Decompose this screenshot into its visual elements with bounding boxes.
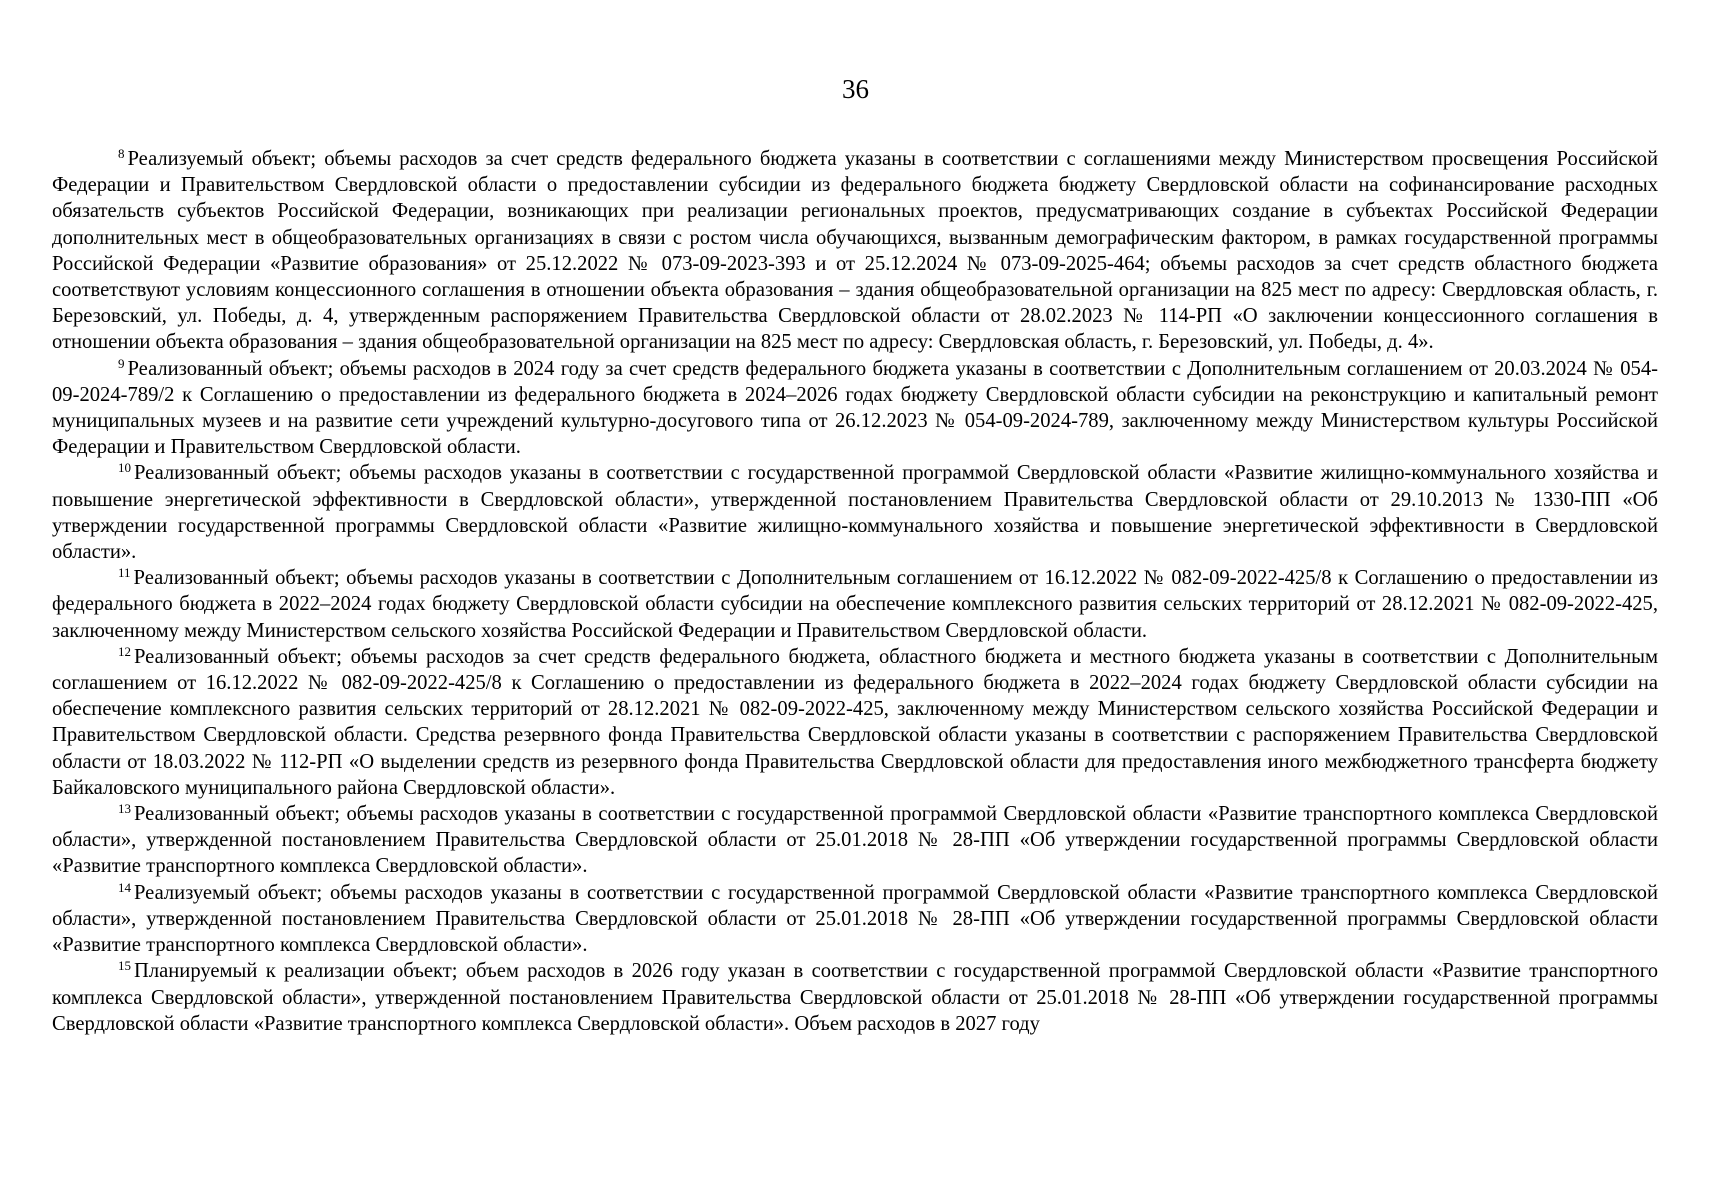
footnote-14 — [52, 880, 1658, 959]
footnote-9 — [52, 356, 1658, 461]
footnote-text: Реализуемый объект; объемы расходов за счет средств федерального бюджета указаны в соответствии с соглашениями между Министерством просвещения Российской Федерации и Правительством Свердловской области о предоставлении субсидии из федерального бюджета бюджету Свердловской области на софинансирование расходных обязательств субъектов Российской Федерации, возникающих при реализации региональных проектов, предусматривающих создание в субъектах Российской Федерации дополнительных мест в общеобразовательных организациях в связи с ростом числа обучающихся, вызванным демографическим фактором, в рамках государственной программы Российской Федерации «Развитие образования» от 25.12.2022 № 073-09-2023-393 и от 25.12.2024 № 073-09-2025-464; объемы расходов за счет средств областного бюджета соответствуют условиям концессионного соглашения в отношении объекта образования – здания общеобразовательной организации на 825 мест по адресу: Свердловская область, г. Березовский, ул. Победы, д. 4, утвержденным распоряжением Правительства Свердловской области от 28.02.2023 № 114-РП «О заключении концессионного соглашения в отношении объекта образования – здания общеобразовательной организации на 825 мест по адресу: Свердловская область, г. Березовский, ул. Победы, д. 4». — [52, 148, 1658, 354]
footnote-text: Реализованный объект; объемы расходов в 2024 году за счет средств федерального бюджета указаны в соответствии с Дополнительным соглашением от 20.03.2024 № 054-09-2024-789/2 к Соглашению о предоставлении из федерального бюджета в 2024–2026 годах бюджету Свердловской области субсидии на реконструкцию и капитальный ремонт муниципальных музеев и на развитие сети учреждений культурно-досугового типа от 26.12.2023 № 054-09-2024-789, заключенному между Министерством культуры Российской Федерации и Правительством Свердловской области. — [52, 357, 1658, 459]
footnote-mark: 13 — [118, 801, 131, 817]
footnote-text: Реализуемый объект; объемы расходов указаны в соответствии с государственной программой Свердловской области «Развитие транспортного комплекса Свердловской области», утвержденной постановлением Правительства Свердловской области от 25.01.2018 № 28-ПП «Об утверждении государственной программы Свердловской области «Развитие транспортного комплекса Свердловской области». — [52, 881, 1658, 957]
footnotes-block — [52, 146, 1658, 1037]
footnote-15 — [52, 958, 1658, 1037]
footnote-text: Реализованный объект; объемы расходов указаны в соответствии с государственной программой Свердловской области «Развитие жилищно-коммунального хозяйства и повышение энергетической эффективности в Свердловской области», утвержденной постановлением Правительства Свердловской области от 29.10.2013 № 1330-ПП «Об утверждении государственной программы Свердловской области «Развитие жилищно-коммунального хозяйства и повышение энергетической эффективности в Свердловской области». — [52, 462, 1658, 564]
footnote-text: Реализованный объект; объемы расходов за счет средств федерального бюджета, областного бюджета и местного бюджета указаны в соответствии с Дополнительным соглашением от 16.12.2022 № 082-09-2022-425/8 к Соглашению о предоставлении из федерального бюджета в 2022–2024 годах бюджету Свердловской области субсидии на обеспечение комплексного развития сельских территорий от 28.12.2021 № 082-09-2022-425, заключенному между Министерством сельского хозяйства Российской Федерации и Правительством Свердловской области. Средства резервного фонда Правительства Свердловской области указаны в соответствии с распоряжением Правительства Свердловской области от 18.03.2022 № 112-РП «О выделении средств из резервного фонда Правительства Свердловской области для предоставления иного межбюджетного трансферта бюджету Байкаловского муниципального района Свердловской области». — [52, 645, 1658, 799]
footnote-10 — [52, 460, 1658, 565]
footnote-mark: 8 — [118, 146, 125, 161]
footnote-mark: 11 — [118, 565, 131, 581]
footnote-text: Планируемый к реализации объект; объем расходов в 2026 году указан в соответствии с государственной программой Свердловской области «Развитие транспортного комплекса Свердловской области», утвержденной постановлением Правительства Свердловской области от 25.01.2018 № 28-ПП «Об утверждении государственной программы Свердловской области «Развитие транспортного комплекса Свердловской области». Объем расходов в 2027 году — [52, 960, 1658, 1035]
footnote-text: Реализованный объект; объемы расходов указаны в соответствии с государственной программой Свердловской области «Развитие транспортного комплекса Свердловской области», утвержденной постановлением Правительства Свердловской области от 25.01.2018 № 28-ПП «Об утверждении государственной программы Свердловской области «Развитие транспортного комплекса Свердловской области». — [52, 803, 1658, 878]
footnote-mark: 10 — [118, 460, 131, 476]
footnote-13 — [52, 801, 1658, 880]
page-number: 36 — [842, 74, 869, 104]
footnote-mark: 12 — [118, 643, 131, 659]
footnote-11 — [52, 565, 1658, 644]
footnote-8 — [52, 146, 1658, 356]
footnote-mark: 9 — [118, 355, 125, 371]
footnote-mark: 14 — [118, 879, 131, 895]
footnote-text: Реализованный объект; объемы расходов указаны в соответствии с Дополнительным соглашением от 16.12.2022 № 082-09-2022-425/8 к Соглашению о предоставлении из федерального бюджета в 2022–2024 годах бюджету Свердловской области субсидии на обеспечение комплексного развития сельских территорий от 28.12.2021 № 082-09-2022-425, заключенному между Министерством сельского хозяйства Российской Федерации и Правительством Свердловской области. — [52, 567, 1658, 642]
footnote-mark: 15 — [118, 958, 131, 974]
footnote-12 — [52, 644, 1658, 801]
